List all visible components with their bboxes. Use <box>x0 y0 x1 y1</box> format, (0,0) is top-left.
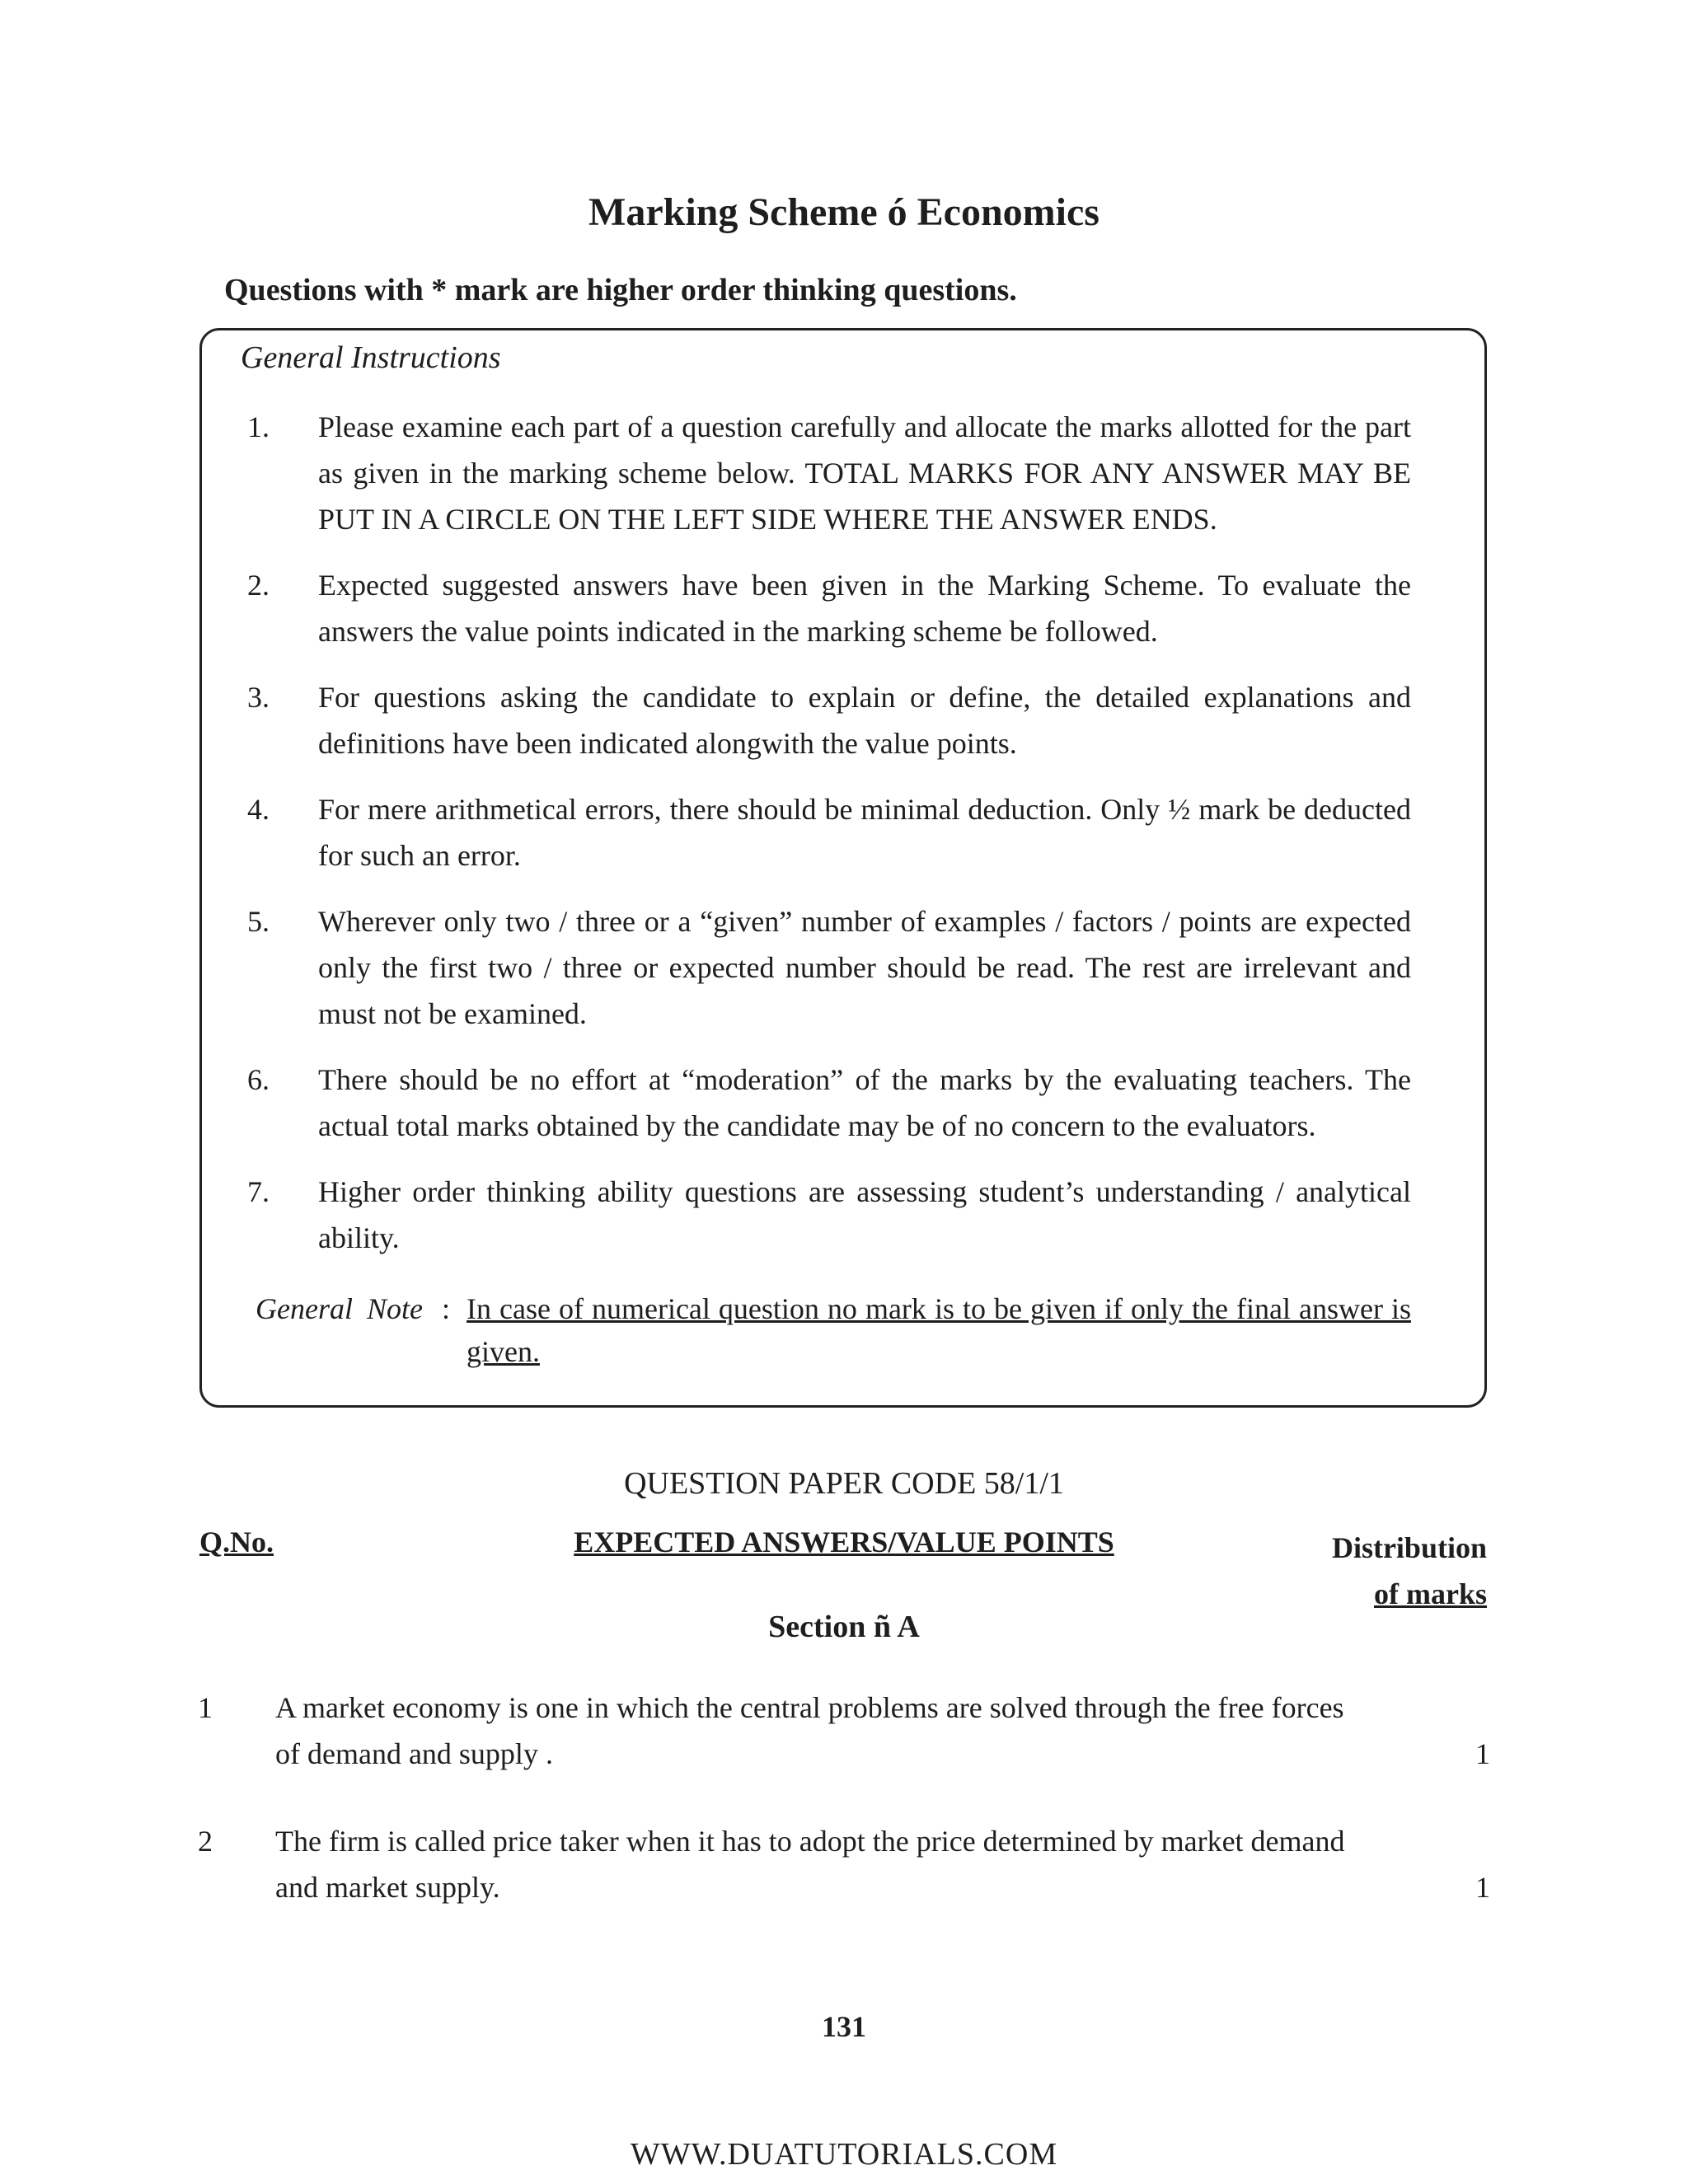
distribution-label-line2: of marks <box>1374 1577 1487 1610</box>
column-header-answers: EXPECTED ANSWERS/VALUE POINTS <box>574 1526 1114 1558</box>
instruction-text: There should be no effort at “moderation” of the marks by the evaluating teachers. The actual total marks obtained by the candidate may be of no concern to the evaluators. <box>318 1063 1411 1142</box>
question-marks: 1 <box>1475 1737 1490 1770</box>
hot-questions-note: Questions with * mark are higher order thinking questions. <box>224 273 1017 307</box>
question-marks: 1 <box>1475 1871 1490 1904</box>
page-title: Marking Scheme ó Economics <box>588 190 1100 234</box>
instruction-item <box>247 404 1411 542</box>
distribution-label-line1: Distribution <box>1331 1531 1487 1564</box>
instruction-number: 4. <box>247 793 270 826</box>
general-note-colon: : <box>442 1292 451 1325</box>
general-instructions-heading: General Instructions <box>241 340 501 375</box>
instruction-number: 2. <box>247 569 270 602</box>
instruction-item <box>247 786 1411 879</box>
general-note-text: In case of numerical question no mark is to be given if only the final answer is given. <box>467 1292 1411 1368</box>
question-paper-code: QUESTION PAPER CODE 58/1/1 <box>624 1466 1064 1501</box>
instructions-list <box>247 404 1411 1281</box>
instruction-number: 5. <box>247 905 270 938</box>
instruction-text: For questions asking the candidate to explain or define, the detailed explanations and definitions have been indicated alongwith the value points. <box>318 681 1411 760</box>
instruction-text: Wherever only two / three or a “given” number of examples / factors / points are expected only the first two / three or expected number should be read. The rest are irrelevant and must not be examined. <box>318 905 1411 1030</box>
question-answer-text: A market economy is one in which the central problems are solved through the free forces of demand and supply . <box>275 1691 1344 1770</box>
instruction-text: Higher order thinking ability questions are assessing student’s understanding / analytical ability. <box>318 1175 1411 1254</box>
instruction-number: 3. <box>247 681 270 714</box>
question-number: 2 <box>198 1825 213 1858</box>
instruction-text: Expected suggested answers have been given in the Marking Scheme. To evaluate the answers the value points indicated in the marking scheme be followed. <box>318 569 1411 648</box>
footer-url: WWW.DUATUTORIALS.COM <box>630 2137 1058 2172</box>
instruction-item <box>247 562 1411 654</box>
general-note-label: General Note <box>256 1292 423 1325</box>
column-header-qno: Q.No. <box>199 1526 274 1558</box>
instruction-item <box>247 674 1411 766</box>
section-heading: Section ñ A <box>768 1610 920 1644</box>
instruction-item <box>247 898 1411 1037</box>
instruction-item <box>247 1169 1411 1261</box>
instruction-text: Please examine each part of a question carefully and allocate the marks allotted for the part as given in the marking scheme below. TOTAL MARKS FOR ANY ANSWER MAY BE PUT IN A CIRCLE ON THE LEFT SIDE WHERE THE ANSWER ENDS. <box>318 410 1411 536</box>
instruction-item <box>247 1057 1411 1149</box>
general-note <box>256 1287 1411 1373</box>
page-number: 131 <box>822 2010 866 2043</box>
instruction-text: For mere arithmetical errors, there should be minimal deduction. Only ½ mark be deducted for such an error. <box>318 793 1411 872</box>
question-answer-text: The firm is called price taker when it has to adopt the price determined by market demand and market supply. <box>275 1825 1345 1904</box>
instruction-number: 7. <box>247 1175 270 1208</box>
question-number: 1 <box>198 1691 213 1724</box>
column-header-distribution <box>1332 1525 1487 1617</box>
instruction-number: 6. <box>247 1063 270 1096</box>
instruction-number: 1. <box>247 410 270 443</box>
question-row <box>198 1818 1490 1910</box>
question-row <box>198 1685 1490 1777</box>
